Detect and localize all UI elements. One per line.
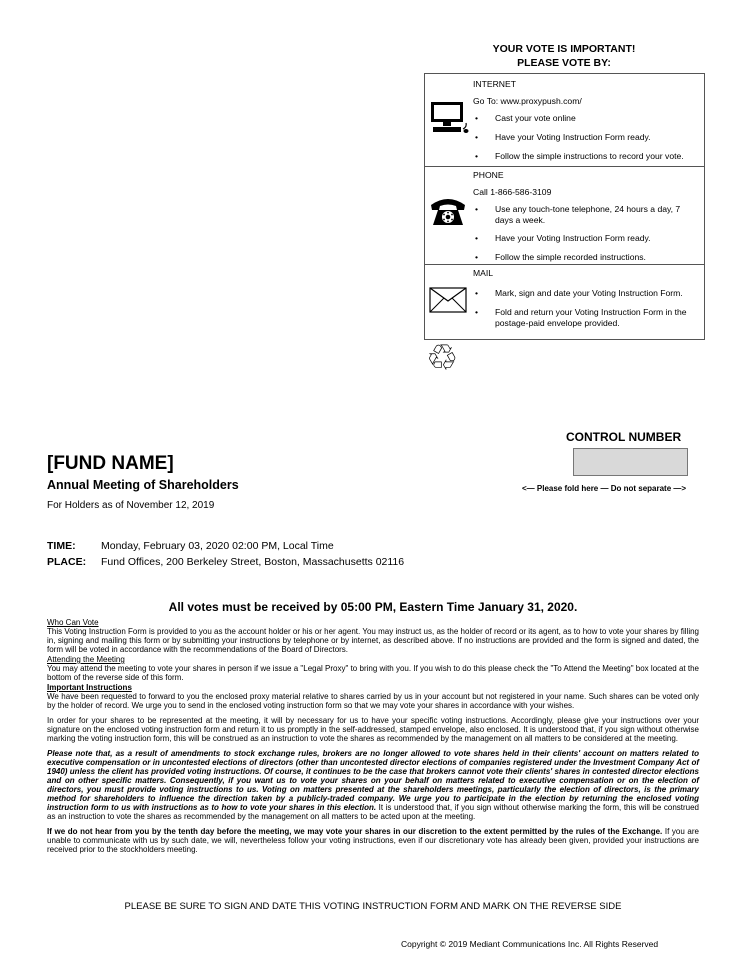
vote-panel-heading	[424, 42, 704, 70]
who-can-vote-text: This Voting Instruction Form is provided to you as the account holder or his or her agent. You may instruct us, as the holder of record or its agent, as to how to vote your shares by filling in, signing and mailing this form or by submitting your instructions by telephone or by internet, as described above. If no instructions are provided and the form is signed and dated, the form will be voted in accordance with the recommendations of the Board of Directors.	[47, 627, 699, 654]
hear-plain-text: If you are unable to communicate with us by such date, we will, nevertheless follow your voting instructions, even if our discretionary vote has already been given, provided your instructions are received prior to the stockholders meeting.	[47, 827, 699, 854]
phone-bullet: • Use any touch-tone telephone, 24 hours a day, 7 days a week.	[473, 204, 700, 226]
holders-date: For Holders as of November 12, 2019	[47, 500, 215, 511]
important-heading: Important Instructions	[47, 683, 132, 692]
attending-heading: Attending the Meeting	[47, 655, 125, 664]
who-can-vote-heading: Who Can Vote	[47, 618, 99, 627]
time-label: TIME:	[47, 540, 76, 552]
note-bold-text: Please note that, as a result of amendments to stock exchange rules, brokers are no longer allowed to vote shares held in their clients' account on matters related to executive compensation or in uncontested elections of directors (other than uncontested director elections of companies registered under the Investment Company Act of 1940) unless the client has provided voting instructions. Of course, it continues to be the case that brokers cannot vote their clients' shares in contested director elections and on other specific matters. Consequently, if you want us to vote your shares on your behalf on matters related to executive compensation or on the election of directors, you must provide voting instructions to us. Voting on matters presented at the shareholders meetings, particularly the election of directors, is the primary method for shareholders to influence the direction taken by a publicly-traded company. We urge you to participate in the election by returning the enclosed voting instruction form to us with instructions as to how to vote your shares in this election.	[47, 749, 699, 812]
phone-bullet: • Follow the simple recorded instructions.	[473, 252, 700, 263]
hear-paragraph	[47, 827, 699, 854]
recycle-icon: ♲	[426, 337, 459, 378]
sign-notice: PLEASE BE SURE TO SIGN AND DATE THIS VOTING INSTRUCTION FORM AND MARK ON THE REVERSE SIDE	[124, 901, 622, 912]
place-label: PLACE:	[47, 556, 87, 568]
internet-title: INTERNET	[473, 79, 516, 89]
internet-bullet: • Have your Voting Instruction Form ready.	[473, 132, 700, 143]
note-paragraph	[47, 749, 699, 821]
envelope-icon	[429, 287, 467, 318]
vote-heading-line2: PLEASE VOTE BY:	[517, 57, 611, 69]
meeting-time	[47, 540, 334, 552]
phone-bullet: • Have your Voting Instruction Form ready.	[473, 233, 700, 244]
phone-section	[425, 167, 704, 265]
mail-bullet: • Mark, sign and date your Voting Instruction Form.	[473, 288, 700, 299]
control-number-box	[573, 448, 688, 476]
vote-deadline: All votes must be received by 05:00 PM, Eastern Time January 31, 2020.	[168, 600, 578, 614]
place-value: Fund Offices, 200 Berkeley Street, Boston, Massachusetts 02116	[101, 556, 405, 568]
internet-section	[425, 74, 704, 167]
attending-text: You may attend the meeting to vote your shares in person if we issue a "Legal Proxy" to bring with you. If you wish to do this please check the "To Attend the Meeting" box located at the bottom of the reverse side of this form.	[47, 664, 699, 682]
copyright: Copyright © 2019 Mediant Communications Inc. All Rights Reserved	[401, 939, 659, 949]
internet-bullet: • Follow the simple instructions to record your vote.	[473, 151, 700, 162]
internet-url[interactable]: Go To: www.proxypush.com/	[473, 96, 582, 106]
mail-bullet: • Fold and return your Voting Instruction Form in the postage-paid envelope provided.	[473, 307, 700, 329]
phone-title: PHONE	[473, 170, 504, 180]
meeting-title: Annual Meeting of Shareholders	[47, 478, 239, 492]
important-text: We have been requested to forward to you the enclosed proxy material relative to shares carried by us in your account but not registered in your name. Such shares can be voted only by the holder of record. We urge you to send in the enclosed voting instruction form so that we may vote your shares in accordance with your wishes.	[47, 692, 699, 710]
meeting-place	[47, 556, 404, 568]
telephone-icon	[429, 195, 467, 234]
fold-instruction: <— Please fold here — Do not separate —>	[522, 484, 687, 493]
vote-methods-box	[424, 73, 705, 340]
instructions-body	[47, 618, 699, 854]
control-number-label: CONTROL NUMBER	[566, 430, 682, 444]
fund-name: [FUND NAME]	[47, 453, 174, 474]
mail-section	[425, 265, 704, 339]
time-value: Monday, February 03, 2020 02:00 PM, Local Time	[101, 540, 334, 552]
internet-bullet: • Cast your vote online	[473, 113, 700, 124]
order-text: In order for your shares to be represented at the meeting, it will by necessary for us to have your specific voting instructions. Accordingly, please give your instructions over your signature on the enclosed voting instruction form and return it to us promptly in the self-addressed, stamped envelope, also enclosed. It is understood that, if you sign without otherwise marking the voting instruction form, this will be construed as an instruction to vote the shares as recommended by the management on all matters to be considered at the meeting.	[47, 716, 699, 743]
phone-number: Call 1-866-586-3109	[473, 187, 552, 197]
vote-heading-line1: YOUR VOTE IS IMPORTANT!	[492, 43, 636, 55]
computer-icon	[429, 100, 469, 139]
hear-bold-text: If we do not hear from you by the tenth day before the meeting, we may vote your shares in our discretion to the extent permitted by the rules of the Exchange.	[47, 827, 663, 836]
note-plain-text: It is understood that, if you sign without otherwise marking the form, this will be construed as an instruction to vote the shares as recommended by the management on all matters to be acted upon at the meeting.	[47, 803, 699, 821]
mail-title: MAIL	[473, 268, 494, 278]
